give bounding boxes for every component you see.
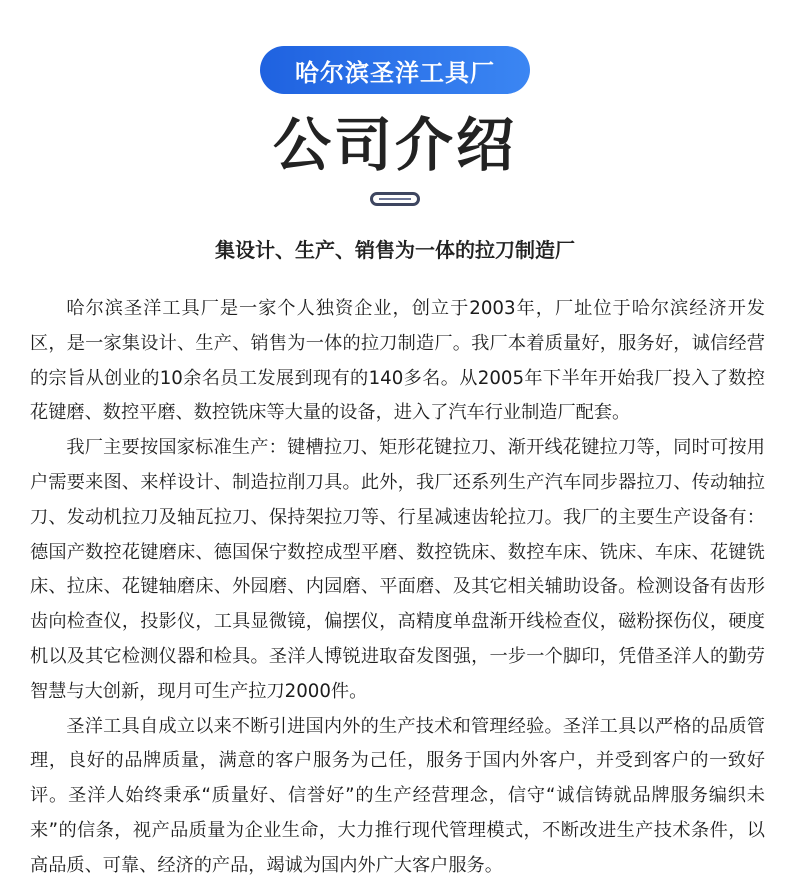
intro-paragraph-3: 圣洋工具自成立以来不断引进国内外的生产技术和管理经验。圣洋工具以严格的品质管理，良好的品牌质量，满意的客户服务为己任，服务于国内外客户，并受到客户的一致好评。圣洋人始终秉承“质量好、信誉好”的生产经营理念，信守“诚信铸就品牌服务编织未来”的信条，视产品质量为企业生命，大力推行现代管理模式，不断改进生产技术条件，以高品质、可靠、经济的产品，竭诚为国内外广大客户服务。 xyxy=(30,715,765,876)
decorative-divider xyxy=(370,192,420,206)
page-subtitle: 集设计、生产、销售为一体的拉刀制造厂 xyxy=(215,238,575,262)
intro-body xyxy=(30,292,765,884)
intro-paragraph-1: 哈尔滨圣洋工具厂是一家个人独资企业，创立于2003年，厂址位于哈尔滨经济开发区，是一家集设计、生产、销售为一体的拉刀制造厂。我厂本着质量好，服务好，诚信经营的宗旨从创业的10余名员工发展到现有的140多名。从2005年下半年开始我厂投入了数控花键磨、数控平磨、数控铣床等大量的设备，进入了汽车行业制造厂配套。 xyxy=(30,298,765,424)
intro-paragraph-2: 我厂主要按国家标准生产：键槽拉刀、矩形花键拉刀、渐开线花键拉刀等，同时可按用户需要来图、来样设计、制造拉削刀具。此外，我厂还系列生产汽车同步器拉刀、传动轴拉刀、发动机拉刀及轴瓦拉刀、保持架拉刀等、行星减速齿轮拉刀。我厂的主要生产设备有：德国产数控花键磨床、德国保宁数控成型平磨、数控铣床、数控车床、铣床、车床、花键铣床、拉床、花键轴磨床、外园磨、内园磨、平面磨、及其它相关辅助设备。检测设备有齿形齿向检查仪，投影仪，工具显微镜，偏摆仪，高精度单盘渐开线检查仪，磁粉探伤仪，硬度机以及其它检测仪器和检具。圣洋人博锐进取奋发图强，一步一个脚印，凭借圣洋人的勤劳智慧与大创新，现月可生产拉刀2000件。 xyxy=(30,437,765,702)
page-title: 公司介绍 xyxy=(272,111,517,179)
company-name-badge: 哈尔滨圣洋工具厂 xyxy=(260,46,530,94)
